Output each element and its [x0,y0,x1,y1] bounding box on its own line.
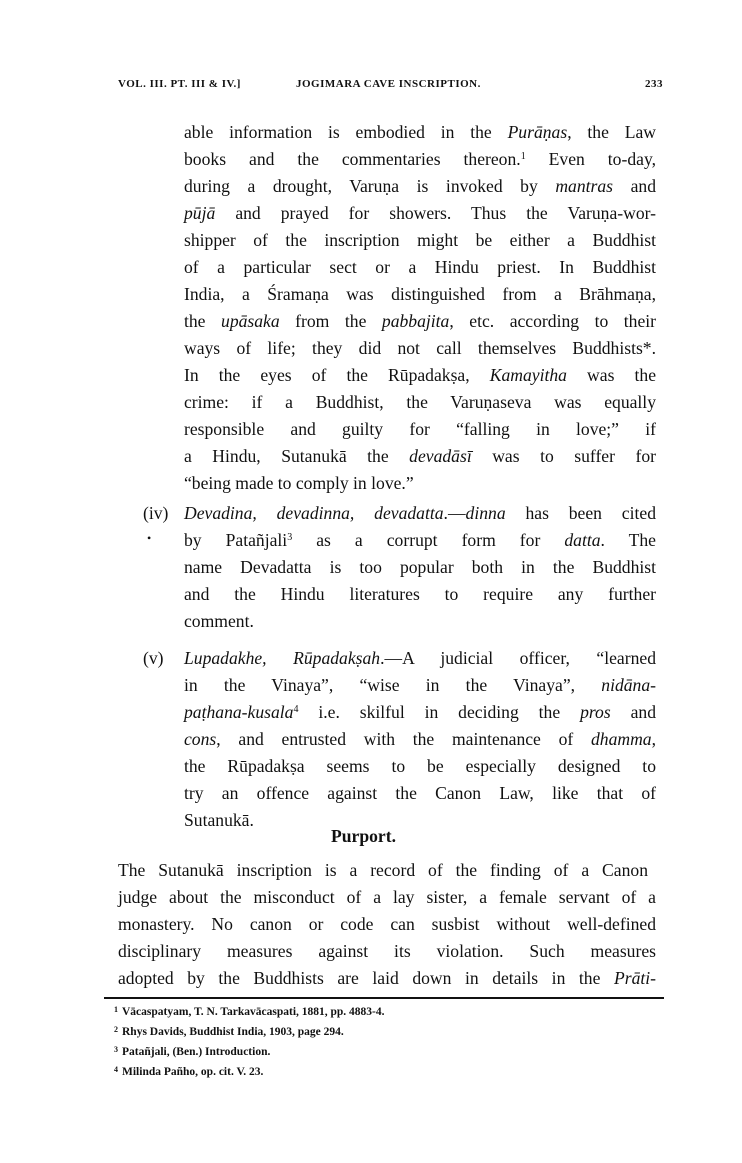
footnote-rule [104,997,664,999]
header-volume: VOL. III. PT. III & IV.] [118,78,241,90]
footnote-ref: 4 [293,704,299,715]
footnote: $^3$ Patañjali, (Ben.) Introduction. [114,1045,271,1058]
text-line: disciplinary measures against its violation. Such measures [118,941,656,961]
text-line: Sutanukā. [184,810,254,830]
text-line: during a drought, Varuṇa is invoked by mantras and [184,176,656,196]
text-line: and the Hindu literatures to require any further [184,584,656,604]
text-line: India, a Śramaṇa was distinguished from a Brāhmaṇa, [184,284,656,304]
footnote-ref: 3 [287,532,293,543]
item-marker: (v) [143,648,164,668]
header-title: JOGIMARA CAVE INSCRIPTION. [296,78,481,90]
text-line: the upāsaka from the pabbajita, etc. according to their [184,311,657,331]
footnote: $^1$ Vācaspatyam, T. N. Tarkavācaspati, 1881, pp. 4883-4. [114,1005,385,1018]
text-line: In the eyes of the Rūpadakṣa, Kamayitha was the [184,365,656,385]
text-line: judge about the misconduct of a lay sister, a female servant of a [118,887,656,907]
footnote: $^2$ Rhys Davids, Buddhist India, 1903, page 294. [114,1025,344,1038]
text-line: name Devadatta is too popular both in the Buddhist [184,557,656,577]
text-line: pūjā and prayed for showers. Thus the Varuṇa-wor- [184,203,656,223]
text-line: crime: if a Buddhist, the Varuṇaseva was equally [184,392,656,412]
bullet-mark: • [147,531,152,545]
item-marker: (iv) [143,503,169,523]
text-line: try an offence against the Canon Law, like that of [184,783,656,803]
text-line: responsible and guilty for “falling in love;” if [184,419,656,439]
text-line: Lupadakhe, Rūpadakṣah.—A judicial officer, “learned [184,648,656,668]
text-line: comment. [184,611,254,631]
page-number: 233 [645,78,663,90]
text-line: a Hindu, Sutanukā the devadāsī was to suffer for [184,446,656,466]
text-line: able information is embodied in the Purāṇas, the Law [184,122,656,142]
text-line: books and the commentaries thereon.$^1$ Even to-day, [184,149,656,169]
text-line: paṭhana-kusala$^4$ i.e. skilful in deciding the pros and [184,702,656,722]
text-line: the Rūpadakṣa seems to be especially designed to [184,756,656,776]
running-header [118,78,663,98]
text-line: “being made to comply in love.” [184,473,414,493]
section-heading: Purport. [331,826,396,846]
text-line: cons, and entrusted with the maintenance of dhamma, [184,729,656,749]
text-line: of a particular sect or a Hindu priest. In Buddhist [184,257,656,277]
text-line: Devadina, devadinna, devadatta.—dinna has been cited [184,503,656,523]
footnote: $^4$ Milinda Pañho, op. cit. V. 23. [114,1065,264,1078]
text-line: monastery. No canon or code can susbist without well-defined [118,914,656,934]
text-line: The Sutanukā inscription is a record of the finding of a Canon [118,860,648,880]
text-line: shipper of the inscription might be either a Buddhist [184,230,656,250]
text-line: by Patañjali$^3$ as a corrupt form for datta. The [184,530,656,550]
text-line: ways of life; they did not call themselves Buddhists*. [184,338,656,358]
footnote-ref: 1 [520,151,526,162]
text-line: adopted by the Buddhists are laid down in details in the Prāti- [118,968,656,988]
text-line: in the Vinaya”, “wise in the Vinaya”, nidāna- [184,675,656,695]
